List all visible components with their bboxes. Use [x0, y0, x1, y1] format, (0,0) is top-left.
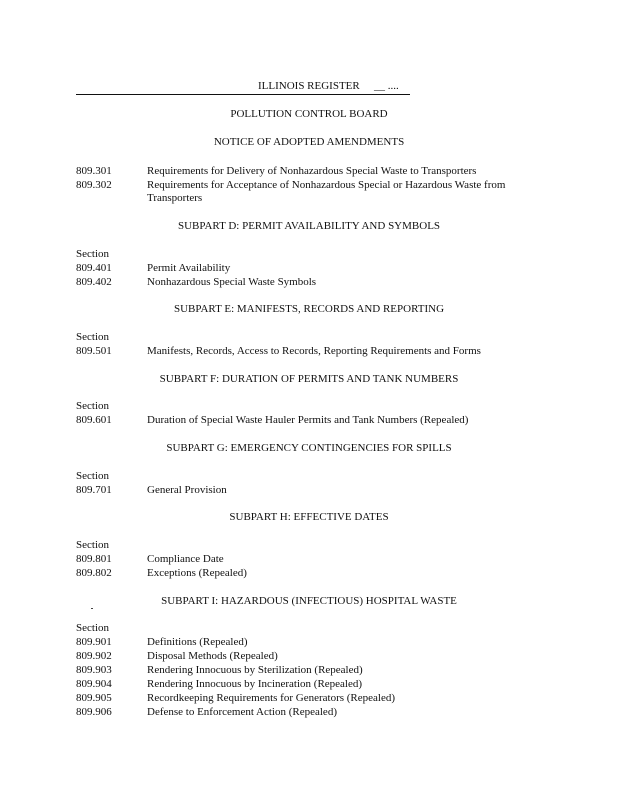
scan-speck: [91, 608, 93, 609]
section-title: Definitions (Repealed): [147, 636, 248, 648]
section-title: Disposal Methods (Repealed): [147, 650, 278, 662]
section-label: Section: [76, 248, 109, 260]
notice-title: NOTICE OF ADOPTED AMENDMENTS: [213, 136, 405, 148]
subpart-f-heading: SUBPART F: DURATION OF PERMITS AND TANK NUMBERS: [159, 373, 459, 385]
section-title: General Provision: [147, 484, 227, 496]
section-title: Requirements for Delivery of Nonhazardous Special Waste to Transporters: [147, 165, 477, 177]
subpart-i-heading: SUBPART I: HAZARDOUS (INFECTIOUS) HOSPITAL WASTE: [161, 595, 457, 607]
subpart-e-heading: SUBPART E: MANIFESTS, RECORDS AND REPORTING: [173, 303, 445, 315]
section-number: 809.904: [76, 678, 112, 690]
register-dots: __ ....: [374, 80, 399, 92]
section-title: Defense to Enforcement Action (Repealed): [147, 706, 337, 718]
section-number: 809.802: [76, 567, 112, 579]
section-number: 809.902: [76, 650, 112, 662]
section-title: Permit Availability: [147, 262, 231, 274]
section-number: 809.301: [76, 165, 112, 177]
section-title-continued: Transporters: [147, 192, 203, 204]
section-number: 809.905: [76, 692, 112, 704]
section-number: 809.401: [76, 262, 112, 274]
section-label: Section: [76, 470, 109, 482]
section-label: Section: [76, 331, 109, 343]
section-title: Compliance Date: [147, 553, 224, 565]
section-title: Rendering Innocuous by Incineration (Repealed): [147, 678, 363, 690]
section-number: 809.302: [76, 179, 112, 191]
section-number: 809.701: [76, 484, 112, 496]
section-number: 809.801: [76, 553, 112, 565]
header-rule: [76, 94, 410, 95]
section-title: Rendering Innocuous by Sterilization (Repealed): [147, 664, 363, 676]
section-number: 809.903: [76, 664, 112, 676]
section-title: Manifests, Records, Access to Records, Reporting Requirements and Forms: [147, 345, 481, 357]
board-name: POLLUTION CONTROL BOARD: [230, 108, 388, 120]
section-number: 809.501: [76, 345, 112, 357]
section-title: Recordkeeping Requirements for Generators (Repealed): [147, 692, 396, 704]
section-title: Requirements for Acceptance of Nonhazardous Special or Hazardous Waste from: [147, 179, 506, 191]
section-label: Section: [76, 400, 109, 412]
section-label: Section: [76, 539, 109, 551]
section-number: 809.906: [76, 706, 112, 718]
section-number: 809.402: [76, 276, 112, 288]
subpart-h-heading: SUBPART H: EFFECTIVE DATES: [229, 511, 389, 523]
register-title: ILLINOIS REGISTER: [258, 80, 360, 92]
section-number: 809.601: [76, 414, 112, 426]
subpart-d-heading: SUBPART D: PERMIT AVAILABILITY AND SYMBOLS: [177, 220, 441, 232]
subpart-g-heading: SUBPART G: EMERGENCY CONTINGENCIES FOR SPILLS: [166, 442, 452, 454]
section-title: Exceptions (Repealed): [147, 567, 247, 579]
section-title: Duration of Special Waste Hauler Permits and Tank Numbers (Repealed): [147, 414, 469, 426]
section-label: Section: [76, 622, 109, 634]
section-title: Nonhazardous Special Waste Symbols: [147, 276, 317, 288]
section-number: 809.901: [76, 636, 112, 648]
